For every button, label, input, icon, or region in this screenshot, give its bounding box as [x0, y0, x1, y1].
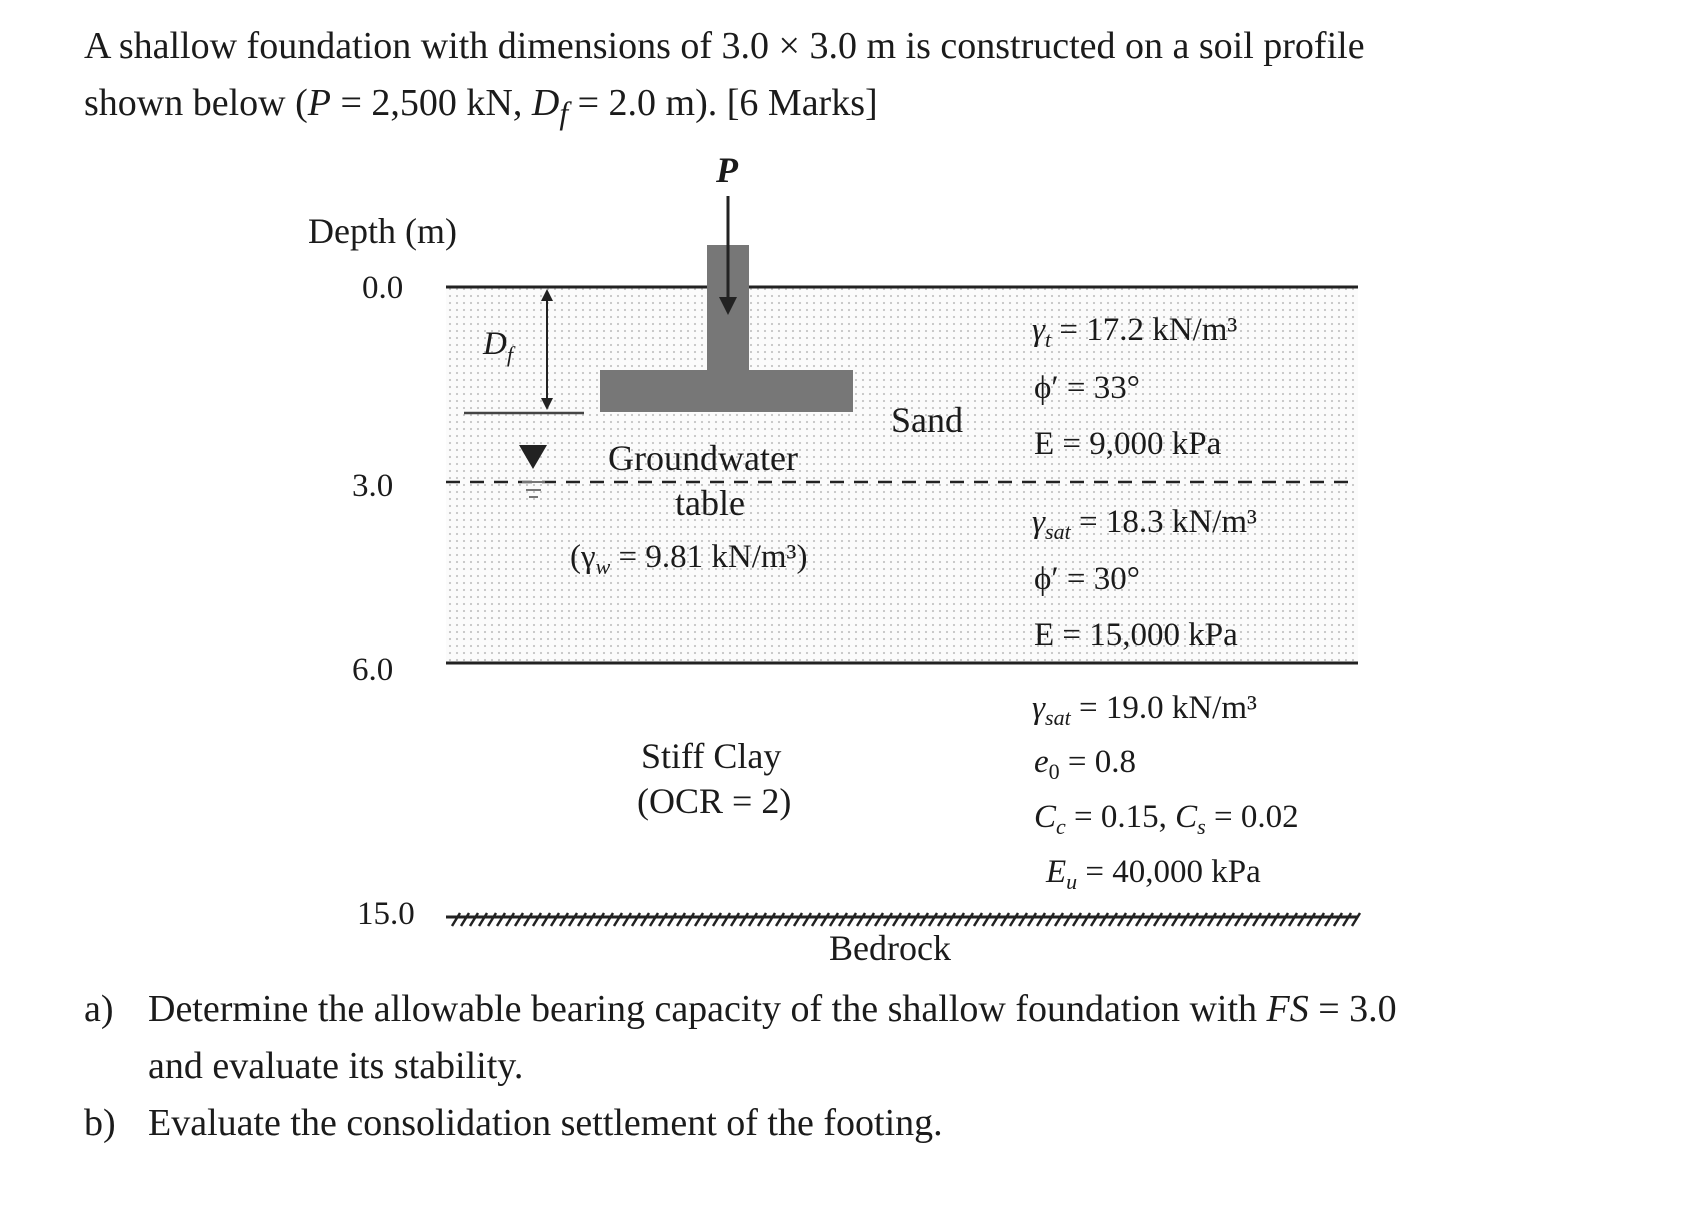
bedrock-hatch-mark: [515, 913, 523, 926]
layer3-undrained-modulus: $E_u = 40,000$ kPa: [1046, 854, 1261, 894]
bedrock-hatch-mark: [641, 913, 649, 926]
bedrock-hatch-mark: [1307, 913, 1315, 926]
groundwater-label-1: Groundwater: [608, 438, 798, 478]
bedrock-hatch-mark: [659, 913, 667, 926]
bedrock-hatch-mark: [1199, 913, 1207, 926]
bedrock-hatch-mark: [614, 913, 622, 926]
bedrock-hatch-mark: [1244, 913, 1252, 926]
bedrock-hatch-mark: [992, 913, 1000, 926]
bedrock-hatch-mark: [650, 913, 658, 926]
df-symbol: D: [531, 82, 560, 124]
bedrock-hatch-mark: [1037, 913, 1045, 926]
layer1-unit-weight-sub: t: [1045, 327, 1052, 352]
bedrock-hatch-mark: [560, 913, 568, 926]
depth-label-6: 6.0: [352, 652, 394, 688]
bedrock-hatch-mark: [1325, 913, 1333, 926]
question-a-line-2: and evaluate its stability.: [148, 1045, 524, 1087]
sand-label: Sand: [891, 400, 963, 440]
layer2-modulus: E = 15,000 kPa: [1034, 617, 1238, 653]
bedrock-hatch-mark: [695, 913, 703, 926]
bedrock-hatch-mark: [920, 913, 928, 926]
question-b-label: b): [84, 1102, 116, 1144]
bedrock-label: Bedrock: [829, 928, 951, 968]
clay-ocr-label: (OCR = 2): [637, 781, 792, 821]
bedrock-hatch-mark: [1163, 913, 1171, 926]
bedrock-hatch-mark: [938, 913, 946, 926]
bedrock-hatch-mark: [1127, 913, 1135, 926]
bedrock-hatch-mark: [1091, 913, 1099, 926]
bedrock-hatch-mark: [587, 913, 595, 926]
layer1-friction-angle: ϕ′ = 33°: [1034, 370, 1140, 406]
bedrock-hatch-mark: [731, 913, 739, 926]
problem-line-1: A shallow foundation with dimensions of 3.0 × 3.0 m is constructed on a soil profile: [84, 25, 1365, 67]
clay-label: Stiff Clay: [641, 736, 782, 776]
problem-line-2-start: shown below (: [84, 82, 308, 124]
bedrock-hatch-mark: [1154, 913, 1162, 926]
bedrock-hatch-mark: [623, 913, 631, 926]
df-subscript: f: [559, 95, 569, 131]
depth-label-15: 15.0: [357, 896, 415, 932]
bedrock-hatch-mark: [839, 913, 847, 926]
bedrock-hatch-mark: [902, 913, 910, 926]
bedrock-hatch-mark: [1118, 913, 1126, 926]
bedrock-hatch-mark: [758, 913, 766, 926]
question-a-line-1: Determine the allowable bearing capacity of the shallow foundation with FS = 3.0: [148, 988, 1397, 1030]
bedrock-hatch-mark: [884, 913, 892, 926]
bedrock-hatch-mark: [632, 913, 640, 926]
bedrock-hatch-mark: [875, 913, 883, 926]
bedrock-hatch-mark: [461, 913, 469, 926]
layer3-void-ratio-sub: 0: [1048, 759, 1060, 784]
bedrock-hatch-mark: [1082, 913, 1090, 926]
bedrock-hatch-mark: [740, 913, 748, 926]
df-label: $D_f$: [482, 326, 516, 367]
layer3-cs-sub: s: [1197, 814, 1206, 839]
bedrock-hatch-mark: [1100, 913, 1108, 926]
bedrock-hatch-mark: [794, 913, 802, 926]
bedrock-hatch-mark: [866, 913, 874, 926]
bedrock-hatch-mark: [1280, 913, 1288, 926]
bedrock-hatch-mark: [533, 913, 541, 926]
bedrock-hatch-mark: [1172, 913, 1180, 926]
bedrock-hatch-mark: [830, 913, 838, 926]
water-unit-weight-sub: w: [595, 554, 611, 579]
bedrock-hatch-mark: [1019, 913, 1027, 926]
bedrock-hatch-mark: [1208, 913, 1216, 926]
bedrock-hatch-mark: [749, 913, 757, 926]
bedrock-hatch-mark: [686, 913, 694, 926]
bedrock-hatch-mark: [767, 913, 775, 926]
bedrock-hatch-mark: [1190, 913, 1198, 926]
bedrock-hatch-mark: [1334, 913, 1342, 926]
bedrock-hatch-mark: [1001, 913, 1009, 926]
layer2-unit-weight-sub: sat: [1045, 519, 1071, 544]
bedrock-hatch-mark: [1010, 913, 1018, 926]
question-a-label: a): [84, 988, 114, 1030]
bedrock-hatch-mark: [821, 913, 829, 926]
bedrock-hatch-mark: [1253, 913, 1261, 926]
layer1-modulus: E = 9,000 kPa: [1034, 426, 1222, 462]
df-value: = 2.0 m). [6 Marks]: [568, 82, 878, 124]
bedrock-hatch-mark: [488, 913, 496, 926]
bedrock-hatch-mark: [848, 913, 856, 926]
layer3-unit-weight-sub: sat: [1045, 705, 1071, 730]
bedrock-hatch-mark: [1217, 913, 1225, 926]
bedrock-hatch-mark: [1343, 913, 1351, 926]
bedrock-hatch-mark: [551, 913, 559, 926]
bedrock-hatch-mark: [983, 913, 991, 926]
layer3-cc-sub: c: [1056, 814, 1066, 839]
bedrock-hatch-mark: [1235, 913, 1243, 926]
question-b-text: Evaluate the consolidation settlement of the footing.: [148, 1102, 943, 1144]
bedrock-hatch-mark: [974, 913, 982, 926]
footing-base: [600, 370, 853, 412]
bedrock-hatch-mark: [1073, 913, 1081, 926]
bedrock-hatch-mark: [947, 913, 955, 926]
bedrock-hatch-mark: [1109, 913, 1117, 926]
bedrock-hatch-mark: [497, 913, 505, 926]
bedrock-hatch-mark: [524, 913, 532, 926]
bedrock-hatch-mark: [569, 913, 577, 926]
bedrock-hatch-mark: [713, 913, 721, 926]
bedrock-hatch-mark: [506, 913, 514, 926]
layer1-unit-weight: $\gamma_t = 17.2$ kN/m³: [1032, 312, 1238, 352]
water-unit-weight-label: ($\gamma_w = 9.81$ kN/m³): [570, 539, 808, 579]
bedrock-hatching: [452, 913, 1360, 926]
bedrock-hatch-mark: [668, 913, 676, 926]
bedrock-hatch-mark: [803, 913, 811, 926]
bedrock-hatch-mark: [812, 913, 820, 926]
bedrock-hatch-mark: [704, 913, 712, 926]
bedrock-hatch-mark: [578, 913, 586, 926]
bedrock-hatch-mark: [1271, 913, 1279, 926]
depth-axis-title: Depth (m): [308, 211, 457, 251]
load-label: P: [716, 150, 738, 190]
depth-label-0: 0.0: [362, 270, 404, 306]
df-label-sub: f: [506, 342, 513, 367]
bedrock-hatch-mark: [1055, 913, 1063, 926]
layer3-compression-indices: $C_c = 0.15$, $C_s = 0.02$: [1034, 799, 1299, 839]
bedrock-hatch-mark: [605, 913, 613, 926]
bedrock-hatch-mark: [596, 913, 604, 926]
bedrock-hatch-mark: [1145, 913, 1153, 926]
bedrock-hatch-mark: [470, 913, 478, 926]
bedrock-hatch-mark: [677, 913, 685, 926]
bedrock-hatch-mark: [542, 913, 550, 926]
bedrock-hatch-mark: [911, 913, 919, 926]
bedrock-hatch-mark: [965, 913, 973, 926]
bedrock-hatch-mark: [1028, 913, 1036, 926]
bedrock-hatch-mark: [479, 913, 487, 926]
bedrock-hatch-mark: [857, 913, 865, 926]
layer2-unit-weight: $\gamma_{sat} = 18.3$ kN/m³: [1032, 504, 1257, 544]
layer3-eu-sub: u: [1066, 869, 1078, 894]
bedrock-hatch-mark: [1352, 913, 1360, 926]
bedrock-hatch-mark: [1289, 913, 1297, 926]
bedrock-hatch-mark: [776, 913, 784, 926]
bedrock-hatch-mark: [722, 913, 730, 926]
depth-label-3: 3.0: [352, 468, 394, 504]
bedrock-hatch-mark: [785, 913, 793, 926]
bedrock-hatch-mark: [1046, 913, 1054, 926]
bedrock-hatch-mark: [1226, 913, 1234, 926]
bedrock-hatch-mark: [1262, 913, 1270, 926]
bedrock-hatch-mark: [1181, 913, 1189, 926]
bedrock-hatch-mark: [1136, 913, 1144, 926]
load-symbol: P: [307, 82, 331, 124]
layer3-void-ratio: $e_0 = 0.8$: [1034, 744, 1137, 784]
layer2-friction-angle: ϕ′ = 30°: [1034, 561, 1140, 597]
bedrock-hatch-mark: [1298, 913, 1306, 926]
bedrock-hatch-mark: [956, 913, 964, 926]
groundwater-label-2: table: [675, 483, 745, 523]
layer3-unit-weight: $\gamma_{sat} = 19.0$ kN/m³: [1032, 690, 1257, 730]
bedrock-hatch-mark: [1064, 913, 1072, 926]
load-value: = 2,500 kN,: [330, 82, 532, 124]
bedrock-hatch-mark: [1316, 913, 1324, 926]
bedrock-hatch-mark: [929, 913, 937, 926]
bedrock-hatch-mark: [452, 913, 460, 926]
fs-symbol: FS: [1266, 988, 1309, 1030]
bedrock-hatch-mark: [893, 913, 901, 926]
